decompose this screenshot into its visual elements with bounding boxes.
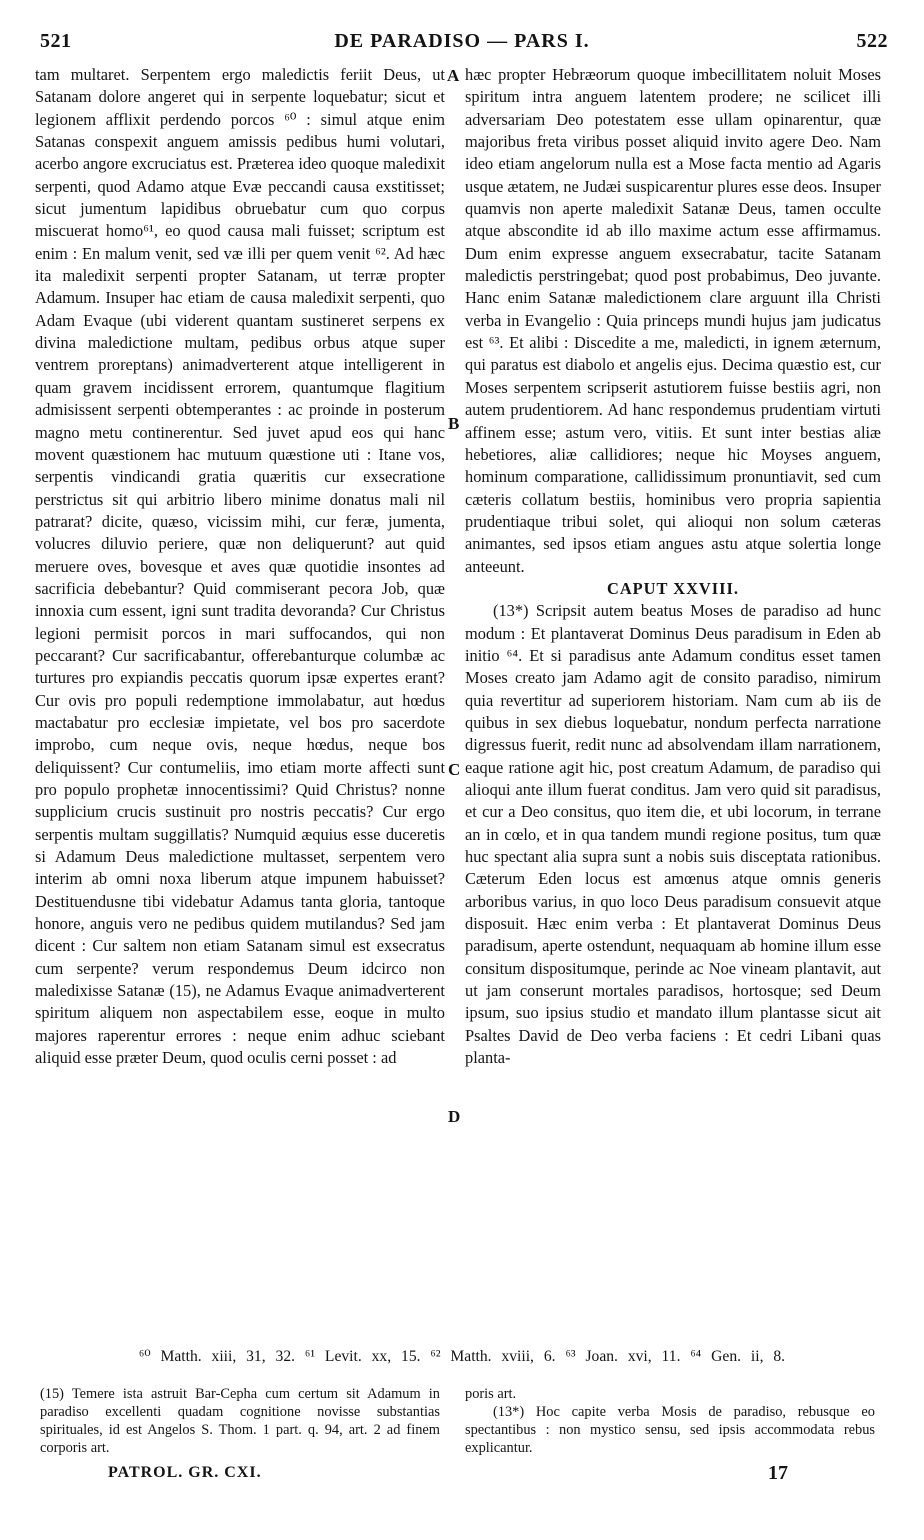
chapter-heading: CAPUT XXVIII.	[607, 578, 739, 598]
footnote-continuation: poris art.	[465, 1386, 517, 1402]
right-column-text: hæc propter Hebræorum quoque imbecillitatem noluit Moses spiritum intra anguem latentem prodere; ne scilicet illi adversariam Deo potestatem esse ullam opinarentur, quæ majoribus freta viribus posset aliquid invito agere Deo. Nam ideo etiam angelorum nulla est a Mose facta mentio ad Agaris usque ætatem, ne Judæi suspicarentur plures esse deos. Insuper quamvis non aperte maledixit Satanæ Deus, tamen occulte atque abscondite id ab illo maxime actum esse affirmamus. Dum enim expresse anguem exsecrabatur, tacite Satanam maledictis perstringebat; quod post probabimus, Deo juvante. Hanc enim Satanæ maledictionem clare arguunt illa Christi verba in Evangelio : Quia princeps mundi hujus jam judicatus est ⁶³. Et alibi : Discedite a me, maledicti, in ignem æternum, qui paratus est diabolo et angelis ejus. Decima quæstio est, cur Moses serpentem scripserit astutiorem fuisse bestiis agri, non autem prudentiorem. Ad hanc respondemus prudentiam virtuti affinem esse; astum vero, vitiis. Et sunt inter bestias aliæ hebetiores, aliæ callidiores; neque hic Moyses anguem, hominum comparatione, callidissimum pronuntiavit, sed cum cæteris collatum bestiis, hominibus vero propria sapientia prudentiaque tribui solet, qui alioqui non solum cæteras animantes, sed ipsos etiam angues astu atque solertia longe anteeunt.	[465, 65, 881, 576]
footnote-15: (15) Temere ista astruit Bar-Cepha cum certum sit Adamum in paradiso excellenti quadam cognitione novisse substantias spirituales, id est Angelos S. Thom. 1 part. q. 94, art. 2 ad finem corporis art.	[40, 1386, 440, 1456]
left-column-text: tam multaret. Serpentem ergo maledictis feriit Deus, ut Satanam dolore angeret qui in serpente loquebatur; sicut et legionem afflixit perdendo porcos ⁶⁰ : simul atque enim Satanas conspexit anguem amissis pedibus humi volutari, acerbo angore excruciatus est. Præterea ideo quoque maledixit serpenti, quod Adamo atque Evæ peccandi causa exstitisset; sicut jumentum lapidibus obruebatur cum quo corpus miscuerat homo⁶¹, eo quod causa mali fuisset; scriptum est enim : En malum venit, sed væ illi per quem venit ⁶². Ad hæc ita maledixit serpenti propter Satanam, ut terræ propter Adamum. Insuper hac etiam de causa maledixit serpenti, quo Adam Evaque (ubi viderent quantam sustineret serpens ex divina maledictione multam, pedibus orbus atque super ventrem proreptans) animadverterent atque intelligerent in quam gravem incidissent errorem, quantumque flagitium admisissent serpenti obtemperantes : ac proinde in posterum magno metu continerentur. Sed juvet apud eos qui hanc movent quæstionem hac mutuum quæstione uti : Itane vos, serpentis vindicandi gratia quæritis cur exsecratione perstrictus sit qui arbitrio libero minime donatus mali nil patrarat? dicite, quæso, vicissim mihi, cur feræ, jumenta, volucres diluvio periere, quæ non deliquerunt? aut quid meruere oves, bovesque et aves quæ quotidie insontes ad sacrificia debebantur? Quid commiserant pecora Job, quæ innoxia cum essent, igni sunt tradita devoranda? Cur Christus legioni permisit porcos in mari suffocandos, qui non peccarant? Cur sacrificabantur, offerebanturque columbæ ac turtures pro expiandis peccatis quorum ipsæ expertes erant? Cur ovis pro populi redemptione immolabatur, aut hœdus mactabatur pro ecclesiæ impietate, vel bos pro sacerdote improbo, cum neque ovis, neque hœdus, neque bos deliquissent? Cur contumeliis, imo etiam morte affecti sunt pro populo prophetæ innocentissimi? Quid Christus? nonne supplicium crucis sustinuit pro nostris peccatis? Cur ergo serpentis multam suggillatis? Numquid æquius esse duceretis si Adamum Deus maledictione multasset, serpentem vero interim ab omni noxa liberum atque impunem habuisset? Destituendusne tibi videbatur Adamus tanta gloria, tantoque honore, anguis vero ne pedibus quidem mutilandus? Sed jam dicent : Cur saltem non etiam Satanam simul est exsecratus cum serpente? verum respondemus Deum idcirco non maledixisse Satanæ (15), ne Adamus Evaque animadverterent spiritum aliquem non aspectabilem esse, eoque in multo majores raperentur errores : neque enim adhuc sciebant aliquid esse præter Deum, quod oculis cerni posset : ad	[35, 65, 445, 1068]
footnote-13: (13*) Hoc capite verba Mosis de paradiso, rebusque eo spectantibus : non mystico sensu, sed ipsis accommodata rebus explicantur.	[465, 1404, 875, 1456]
left-column	[35, 64, 445, 1069]
footnote-left	[40, 1385, 440, 1457]
margin-letter-d: D	[448, 1107, 461, 1126]
margin-letter-c: C	[448, 760, 461, 779]
signature-mark: PATROL. GR. CXI.	[108, 1464, 262, 1481]
page-number-right: 522	[856, 30, 888, 52]
chapter-text: (13*) Scripsit autem beatus Moses de paradiso ad hunc modum : Et plantaverat Dominus Deus paradisum in Eden ab initio ⁶⁴. Et si paradisus ante Adamum conditus esset tamen Moses creato jam Adamo agit de consito paradiso, nimirum quia revertitur ad superiorem historiam. Nam cum ab iis de quibus in sex diebus loquebatur, nondum perfecta narratione digressus fuerit, redit nunc ad absolvendam illam narrationem, eaque ratione agit hic, post creatum Adamum, de paradiso qui alioqui ante illum fuerat conditus. Jam vero quid sit paradisus, et cur a Deo consitus, quo item die, et ubi locorum, in terrane an in cœlo, et in qua tandem mundi regione positus, tum quæ huc spectant alia supra sunt a nobis suis disceptata rationibus. Cæterum Eden locus est amœnus atque omnis generis arboribus varius, in quo loco Deus paradisum consuevit atque disposuit. Hæc enim verba : Et plantaverat Dominus Deus paradisum, aperte ostendunt, nequaquam ab homine illum esse consitum dispositumque, perinde ac Noe vineam plantavit, aut ut jam conserunt mortales paradisos, hortosque; sed Deum ipsum, suo ipsius studio et mandato illum plantasse sicut ait Psaltes David de Deo verba faciens : Et cedri Libani quas planta-	[465, 601, 881, 1068]
margin-letter-b: B	[448, 414, 460, 433]
running-title: DE PARADISO — PARS I.	[334, 30, 590, 52]
footnote-right	[465, 1385, 875, 1457]
scripture-references: ⁶⁰ Matth. xiii, 31, 32. ⁶¹ Levit. xx, 15. ⁶² Matth. xviii, 6. ⁶³ Joan. xvi, 11. ⁶⁴ Gen. ii, 8.	[138, 1348, 786, 1365]
page-number-left: 521	[40, 30, 72, 52]
margin-letter-a: A	[447, 66, 460, 85]
running-header	[36, 30, 888, 56]
right-column	[465, 64, 881, 1069]
sheet-number: 17	[768, 1462, 788, 1484]
